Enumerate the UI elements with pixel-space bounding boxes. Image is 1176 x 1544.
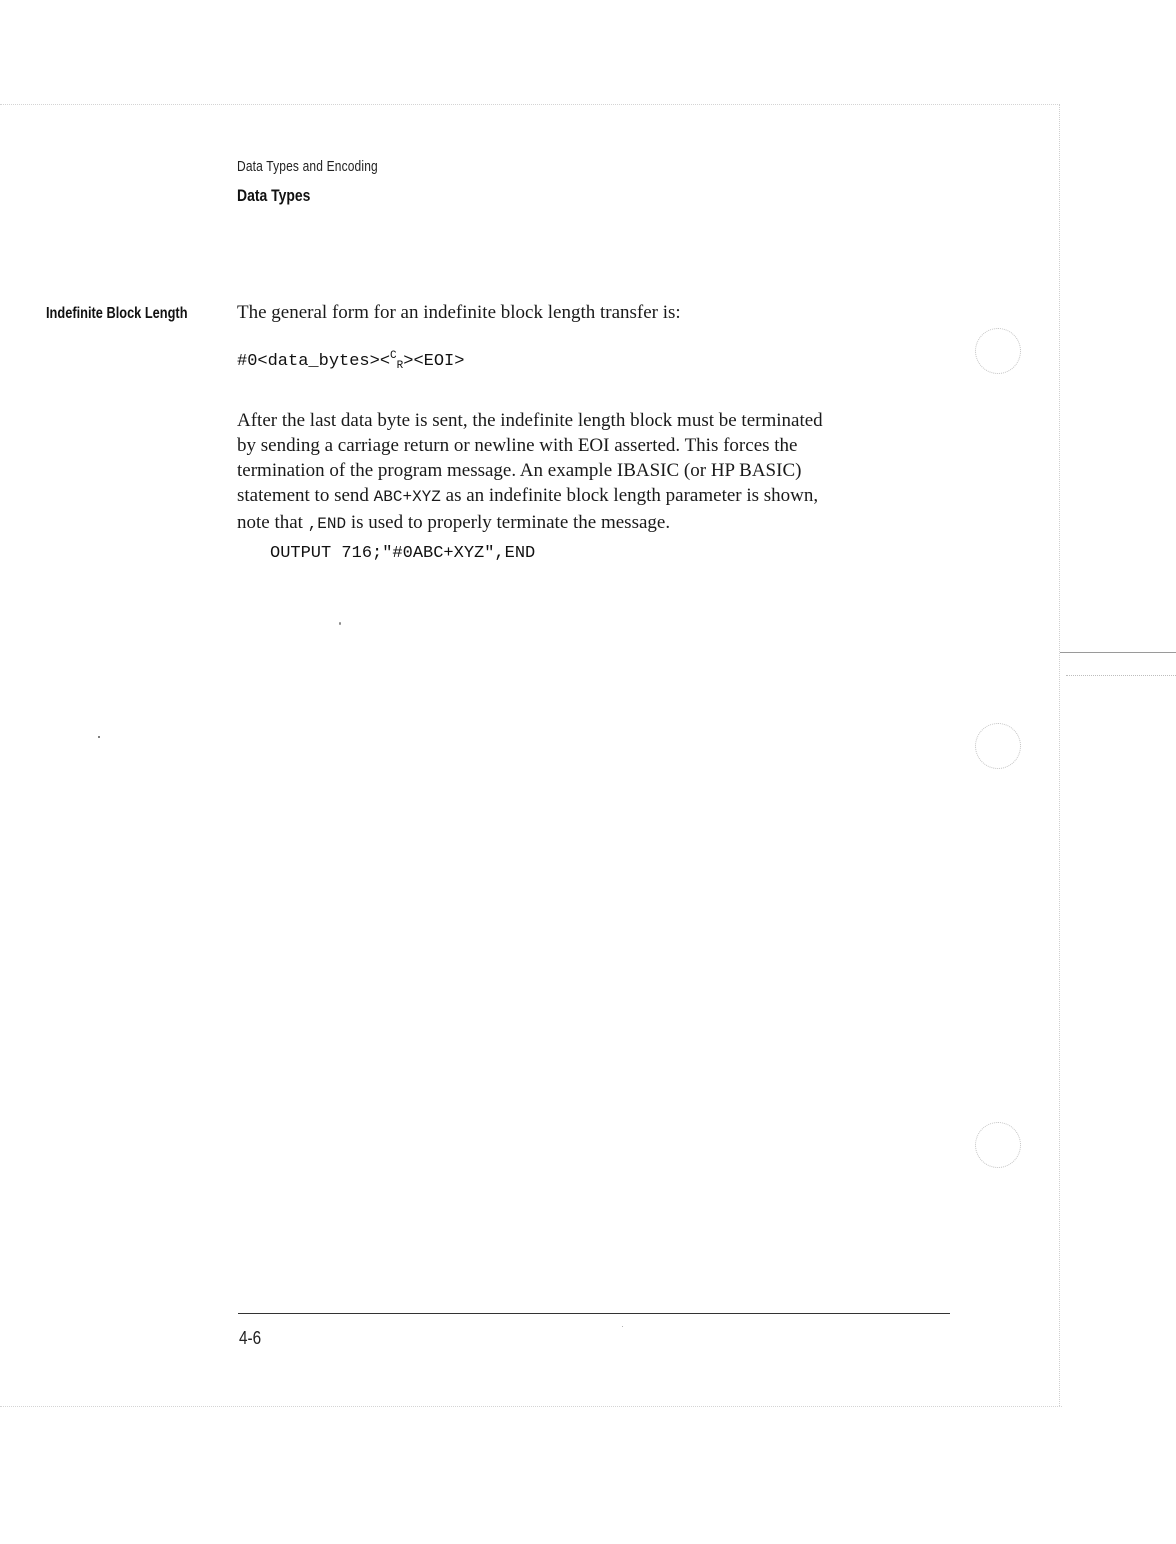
line5-text-post: is used to properly terminate the message. bbox=[346, 512, 671, 533]
body-paragraph bbox=[237, 408, 977, 537]
section-tab-edge-shadow bbox=[1066, 675, 1176, 676]
line5-text-pre: note that bbox=[237, 512, 308, 533]
binder-hole-middle bbox=[975, 723, 1021, 769]
page-number: 4-6 bbox=[239, 1328, 262, 1348]
code-example: OUTPUT 716;"#0ABC+XYZ",END bbox=[270, 544, 536, 563]
paragraph-line-2: by sending a carriage return or newline with EOI asserted. This forces the bbox=[237, 435, 798, 456]
inline-code-abc-xyz: ABC+XYZ bbox=[373, 488, 441, 506]
scan-speck bbox=[98, 736, 100, 738]
section-tab-edge bbox=[1060, 652, 1176, 653]
syntax-form bbox=[237, 350, 464, 372]
paragraph-line-3: termination of the program message. An example IBASIC (or HP BASIC) bbox=[237, 460, 802, 481]
paragraph-line-5 bbox=[237, 510, 977, 537]
footer-rule bbox=[238, 1313, 950, 1314]
syntax-prefix: #0<data_bytes>< bbox=[237, 352, 391, 371]
syntax-suffix: ><EOI> bbox=[403, 352, 465, 371]
page-edge-bottom bbox=[0, 1406, 1062, 1407]
binder-hole-top bbox=[975, 328, 1021, 374]
side-heading: Indefinite Block Length bbox=[46, 305, 188, 322]
line4-text-post: as an indefinite block length parameter is shown, bbox=[440, 485, 819, 506]
running-head: Data Types and Encoding bbox=[237, 158, 378, 175]
section-title: Data Types bbox=[237, 186, 311, 205]
paragraph-line-1: After the last data byte is sent, the indefinite length block must be terminated bbox=[237, 410, 823, 431]
syntax-cr-superscript: C bbox=[390, 350, 397, 362]
syntax-cr-subscript: R bbox=[396, 360, 404, 372]
scan-speck bbox=[622, 1326, 623, 1327]
inline-code-end: ,END bbox=[307, 515, 347, 533]
paragraph-line-4 bbox=[237, 483, 977, 510]
line4-text-pre: statement to send bbox=[237, 485, 374, 506]
binder-hole-bottom bbox=[975, 1122, 1021, 1168]
page-edge-top bbox=[0, 104, 1060, 105]
page-edge-right bbox=[1059, 104, 1060, 1406]
intro-paragraph: The general form for an indefinite block length transfer is: bbox=[237, 302, 681, 323]
scan-speck bbox=[339, 622, 341, 625]
